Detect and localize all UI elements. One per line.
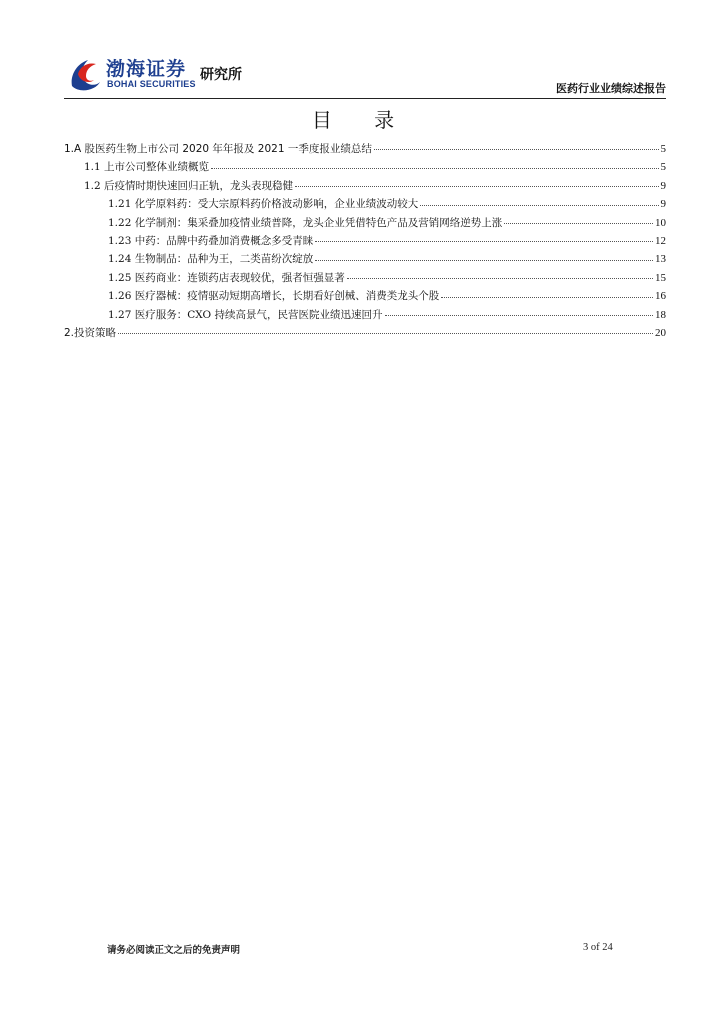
toc-entry[interactable] bbox=[64, 214, 666, 232]
toc-entry[interactable] bbox=[64, 177, 666, 195]
logo-english-name: BOHAI SECURITIES bbox=[107, 79, 196, 89]
toc-entry-title: 1.2 后疫情时期快速回归正轨，龙头表现稳健 bbox=[84, 179, 294, 192]
toc-leader-dots bbox=[385, 314, 654, 316]
toc-entry[interactable] bbox=[64, 250, 666, 268]
toc-leader-dots bbox=[315, 240, 653, 242]
toc-leader-dots bbox=[504, 222, 653, 224]
toc-entry-title: 1.1 上市公司整体业绩概览 bbox=[84, 161, 210, 174]
toc-entry[interactable] bbox=[64, 140, 666, 158]
logo-chinese-name: 渤海证券 bbox=[106, 58, 187, 80]
toc-leader-dots bbox=[295, 185, 658, 187]
toc-entry-title: 1.22 化学制剂：集采叠加疫情业绩普降，龙头企业凭借特色产品及营销网络逆势上涨 bbox=[108, 216, 503, 229]
toc-entry[interactable] bbox=[64, 287, 666, 305]
toc-entry-page: 9 bbox=[660, 198, 666, 211]
toc-leader-dots bbox=[118, 332, 653, 334]
toc-leader-dots bbox=[374, 148, 659, 150]
toc-entry-page: 15 bbox=[655, 271, 666, 284]
footer-page-number: 3 of 24 bbox=[583, 942, 613, 953]
toc-entry[interactable] bbox=[64, 324, 666, 342]
toc-entry-title: 1.25 医药商业：连锁药店表现较优，强者恒强显著 bbox=[108, 271, 345, 284]
bohai-logo-icon bbox=[68, 56, 102, 92]
toc-entry[interactable] bbox=[64, 232, 666, 250]
toc-leader-dots bbox=[420, 204, 658, 206]
toc-leader-dots bbox=[441, 296, 653, 298]
toc-entry-page: 5 bbox=[660, 161, 666, 174]
toc-entry[interactable] bbox=[64, 269, 666, 287]
toc-entry-page: 18 bbox=[655, 308, 666, 321]
toc-entry-title: 1.A 股医药生物上市公司 2020 年年报及 2021 一季度报业绩总结 bbox=[64, 143, 372, 155]
toc-entry-page: 16 bbox=[655, 290, 666, 303]
toc-entry-page: 13 bbox=[655, 253, 666, 266]
toc-entry[interactable] bbox=[64, 195, 666, 213]
toc-entry[interactable] bbox=[64, 158, 666, 176]
page-header bbox=[64, 52, 666, 100]
toc-entry-title: 1.27 医疗服务：CXO 持续高景气，民营医院业绩迅速回升 bbox=[108, 308, 383, 321]
institute-label: 研究所 bbox=[200, 67, 242, 83]
bohai-logo bbox=[64, 52, 274, 96]
toc-entry-title: 1.24 生物制品：品种为王，二类苗纷次绽放 bbox=[108, 253, 314, 266]
toc-entry-page: 20 bbox=[655, 326, 666, 339]
toc-entry-title: 2.投资策略 bbox=[64, 326, 117, 339]
toc-entry-title: 1.21 化学原料药：受大宗原料药价格波动影响，企业业绩波动较大 bbox=[108, 198, 419, 211]
toc-entry-page: 9 bbox=[660, 179, 666, 192]
toc-entry[interactable] bbox=[64, 306, 666, 324]
footer-disclaimer: 请务必阅读正文之后的免责声明 bbox=[107, 945, 241, 956]
toc-leader-dots bbox=[315, 259, 653, 261]
toc-entry-page: 10 bbox=[655, 216, 666, 229]
toc-title: 目 录 bbox=[311, 108, 413, 132]
report-type: 医药行业业绩综述报告 bbox=[556, 82, 666, 95]
toc-entry-title: 1.26 医疗器械：疫情驱动短期高增长，长期看好创械、消费类龙头个股 bbox=[108, 290, 440, 303]
toc-entry-page: 12 bbox=[655, 234, 666, 247]
toc-entry-page: 5 bbox=[660, 143, 666, 155]
toc-leader-dots bbox=[211, 167, 658, 169]
toc-entry-title: 1.23 中药：品牌中药叠加消费概念多受青睐 bbox=[108, 234, 314, 247]
header-divider bbox=[64, 98, 666, 99]
toc-leader-dots bbox=[347, 277, 653, 279]
table-of-contents bbox=[64, 140, 666, 342]
